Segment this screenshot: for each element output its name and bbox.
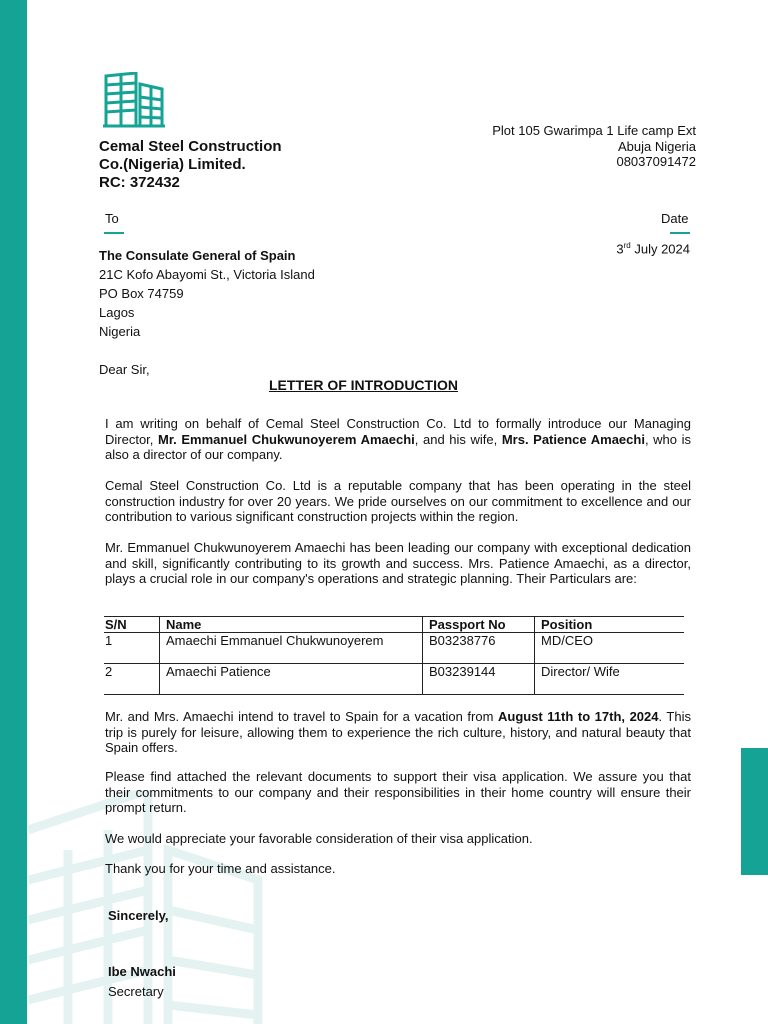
recipient-block <box>99 246 315 341</box>
cell-passport: B03239144 <box>423 664 535 695</box>
recipient-line1: 21C Kofo Abayomi St., Victoria Island <box>99 267 315 282</box>
paragraph-company: Cemal Steel Construction Co. Ltd is a reputable company that has been operating in the steel construction industry for over 20 years. We pride ourselves on our commitment to excellence and our contribution to various significant construction projects within the region. <box>105 478 691 524</box>
closing: Sincerely, <box>108 908 169 923</box>
recipient-name: The Consulate General of Spain <box>99 248 296 263</box>
p1-md-name: Mr. Emmanuel Chukwunoyerem Amaechi <box>158 431 415 447</box>
cell-sn: 1 <box>104 633 160 664</box>
paragraph-travel <box>105 709 691 756</box>
address-phone: 08037091472 <box>616 154 696 169</box>
company-name-line1: Cemal Steel Construction <box>99 138 282 155</box>
to-underline <box>104 232 124 234</box>
cell-passport: B03238776 <box>423 633 535 664</box>
cell-position: MD/CEO <box>535 633 685 664</box>
p4-text-a: Mr. and Mrs. Amaechi intend to travel to Spain for a vacation from <box>105 709 498 724</box>
signer-name: Ibe Nwachi <box>108 964 176 979</box>
header-position: Position <box>535 617 685 633</box>
p1-text-e: , who is also a director of our company. <box>105 431 691 462</box>
to-label: To <box>105 211 119 226</box>
cell-sn: 2 <box>104 664 160 695</box>
p1-wife-name: Mrs. Patience Amaechi <box>501 431 645 447</box>
recipient-line4: Nigeria <box>99 324 141 339</box>
p4-text-c: . This trip is purely for leisure, allowing them to experience the rich culture, history, and natural beauty that Spain offers. <box>105 709 691 755</box>
paragraph-appreciation: We would appreciate your favorable consideration of their visa application. <box>105 831 533 846</box>
address-line1: Plot 105 Gwarimpa 1 Life camp Ext <box>492 123 696 138</box>
salutation: Dear Sir, <box>99 362 150 377</box>
paragraph-documents: Please find attached the relevant documents to support their visa application. We assure you that their commitments to our company and their responsibilities in their home country will ensure their prompt return. <box>105 769 691 815</box>
company-name <box>99 138 282 192</box>
recipient-line3: Lagos <box>99 305 135 320</box>
table-header-row <box>104 617 684 633</box>
recipient-line2: PO Box 74759 <box>99 286 184 301</box>
company-logo-icon <box>103 72 165 128</box>
table-row <box>104 664 684 695</box>
company-rc: RC: 372432 <box>99 174 180 191</box>
p1-text-a: I am writing on behalf of Cemal Steel Construction Co. Ltd to formally introduce our Managing Director, <box>105 416 691 447</box>
date-suffix: rd <box>623 241 631 250</box>
letter-subject: LETTER OF INTRODUCTION <box>269 377 458 393</box>
company-address <box>492 123 696 170</box>
header-passport: Passport No <box>423 617 535 633</box>
p1-text-c: , and his wife, <box>414 431 502 447</box>
company-name-line2: Co.(Nigeria) Limited. <box>99 156 246 173</box>
cell-position: Director/ Wife <box>535 664 685 695</box>
letter-date <box>616 241 690 256</box>
signer-title: Secretary <box>108 984 164 999</box>
paragraph-thanks: Thank you for your time and assistance. <box>105 861 336 876</box>
p4-travel-dates: August 11th to 17th, 2024 <box>497 709 659 724</box>
paragraph-intro <box>105 416 691 463</box>
signature-block <box>108 962 176 1002</box>
cell-name: Amaechi Emmanuel Chukwunoyerem <box>160 633 423 664</box>
paragraph-leadership: Mr. Emmanuel Chukwunoyerem Amaechi has been leading our company with exceptional dedication and skill, significantly contributing to its growth and success. Mrs. Patience Amaechi, as a director, plays a crucial role in our company's operations and strategic planning. Their Particulars are: <box>105 540 691 586</box>
address-line2: Abuja Nigeria <box>617 138 696 154</box>
table-row <box>104 633 684 664</box>
header-sn: S/N <box>104 617 160 633</box>
left-accent-bar <box>0 0 27 1024</box>
date-underline <box>670 232 690 234</box>
header-name: Name <box>160 617 423 633</box>
date-label: Date <box>661 211 689 226</box>
particulars-table <box>104 616 684 695</box>
right-accent-tab <box>741 748 768 875</box>
cell-name: Amaechi Patience <box>160 664 423 695</box>
date-rest: July 2024 <box>630 241 690 257</box>
date-day: 3 <box>616 241 624 257</box>
